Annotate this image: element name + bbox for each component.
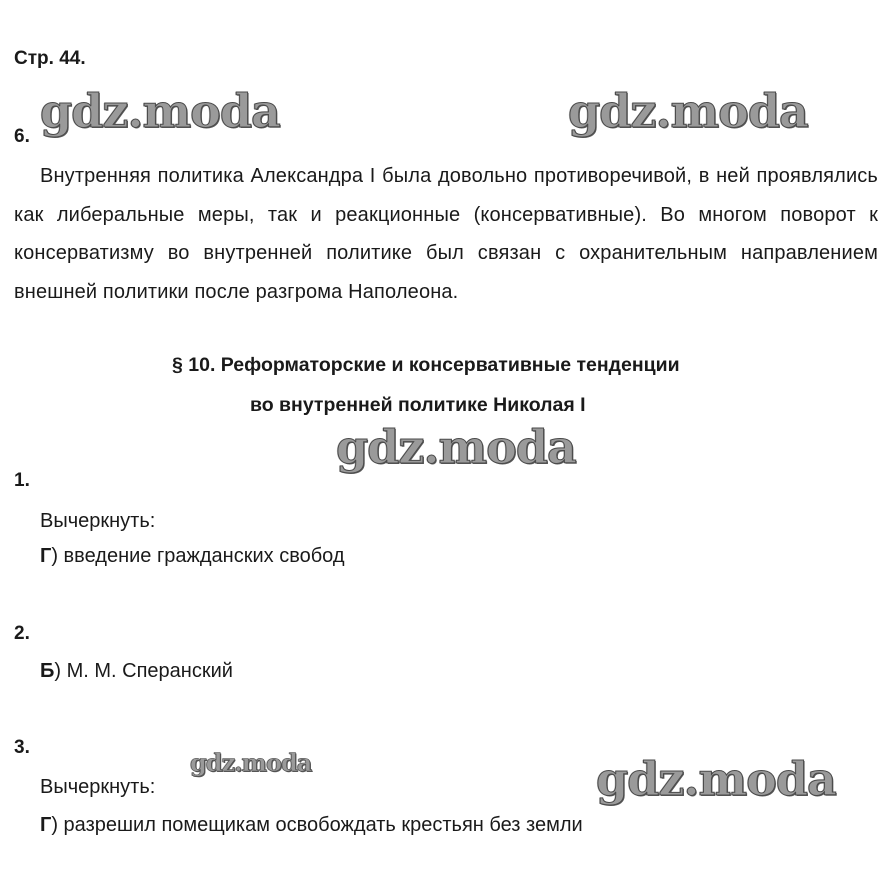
task-1-instruction: Вычеркнуть: bbox=[40, 510, 156, 532]
answer-letter: Б bbox=[40, 660, 55, 682]
answer-text: ) разрешил помещикам освобождать крестьян без земли bbox=[51, 814, 583, 836]
answer-letter: Г bbox=[40, 814, 52, 836]
task-3-instruction: Вычеркнуть: bbox=[40, 776, 156, 798]
watermark: gdz.moda bbox=[40, 84, 280, 138]
watermark: gdz.moda bbox=[336, 420, 576, 474]
task-6-text: Внутренняя политика Александра I была довольно противоречивой, в ней проявлялись как либеральные меры, так и реакционные (консервативные). Во многом поворот к консерватизму во внутренней политике был связан с охранительным направлением внешней политики после разгрома Наполеона. bbox=[14, 165, 878, 303]
watermark: gdz.moda bbox=[596, 752, 836, 806]
task-3-number: 3. bbox=[14, 737, 30, 758]
task-6-number: 6. bbox=[14, 126, 30, 147]
task-2-answer bbox=[40, 660, 233, 683]
section-title-line-1: § 10. Реформаторские и консервативные тенденции bbox=[172, 354, 680, 376]
task-3-answer bbox=[40, 814, 583, 837]
watermark: gdz.moda bbox=[568, 84, 808, 138]
page-reference: Стр. 44. bbox=[14, 48, 86, 69]
answer-text: ) М. М. Сперанский bbox=[54, 660, 233, 682]
section-title-line-2: во внутренней политике Николая I bbox=[250, 394, 586, 416]
task-1-answer bbox=[40, 545, 345, 568]
answer-text: ) введение гражданских свобод bbox=[51, 545, 345, 567]
task-2-number: 2. bbox=[14, 623, 30, 644]
task-1-number: 1. bbox=[14, 470, 30, 491]
answer-letter: Г bbox=[40, 545, 52, 567]
watermark: gdz.moda bbox=[190, 748, 312, 777]
